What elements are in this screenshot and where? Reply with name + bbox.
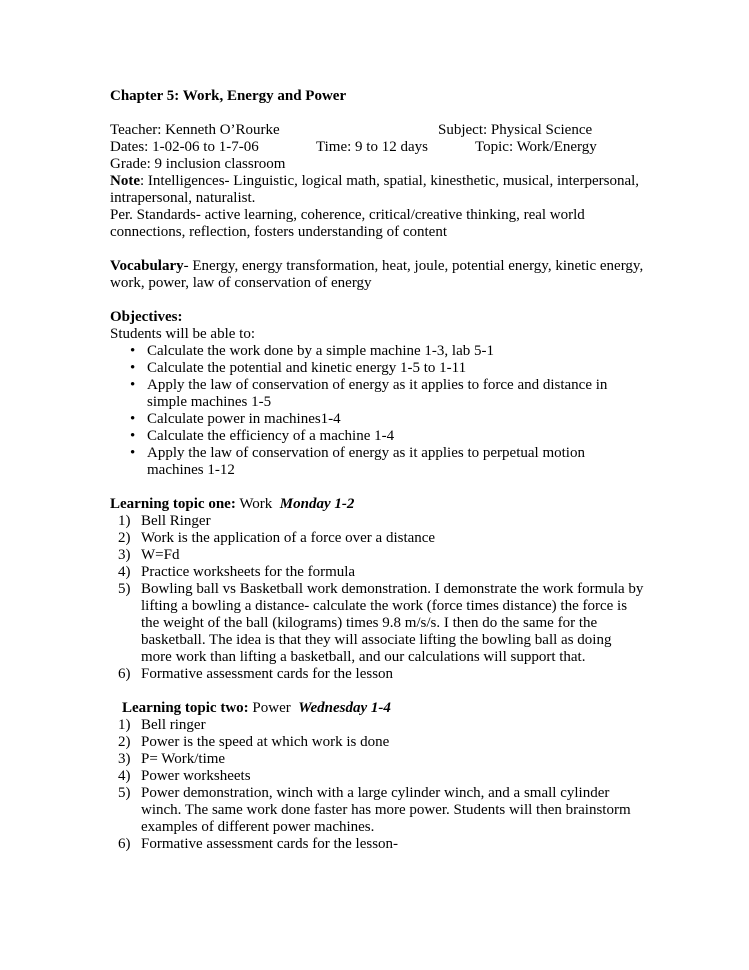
bullet-icon: • <box>130 411 136 427</box>
dates-line <box>110 139 670 156</box>
list-item-line <box>118 785 670 802</box>
list-item-line <box>110 513 670 530</box>
list-item-line <box>110 581 670 598</box>
list-item-line <box>122 802 670 819</box>
item-text: more work than lifting a basketball, and our calculations will support that. <box>141 649 586 665</box>
dates: Dates: 1-02-06 to 1-7-06 <box>110 139 259 155</box>
item-number: 3) <box>118 547 131 563</box>
item-text: the weight of the ball (kilograms) times 9.8 m/s/s. I then do the same for the <box>141 615 598 631</box>
note-line: Note: Intelligences- Linguistic, logical math, spatial, kinesthetic, musical, interpersonal, <box>110 173 640 189</box>
objective-text: simple machines 1-5 <box>147 394 272 410</box>
list-item-line <box>118 768 670 785</box>
objective-text: Apply the law of conservation of energy as it applies to perpetual motion <box>147 445 585 461</box>
bullet-icon: • <box>130 445 136 461</box>
item-text: W=Fd <box>141 547 180 563</box>
list-item-line <box>110 615 670 632</box>
topic-one-list <box>110 513 670 683</box>
time: Time: 9 to 12 days <box>316 139 428 155</box>
objective-text: Calculate the efficiency of a machine 1-4 <box>147 428 395 444</box>
topic-two-list <box>118 717 670 853</box>
objectives-intro: Students will be able to: <box>110 326 255 342</box>
bullet-icon: • <box>130 377 136 393</box>
item-text: Formative assessment cards for the lesson- <box>141 836 399 852</box>
objective-text: Calculate the potential and kinetic energy 1-5 to 1-11 <box>147 360 467 376</box>
teacher: Teacher: Kenneth O’Rourke <box>110 122 280 138</box>
bullet-icon: • <box>130 343 136 359</box>
item-number: 2) <box>118 530 131 546</box>
item-text: P= Work/time <box>141 751 226 767</box>
topic: Topic: Work/Energy <box>475 139 597 155</box>
objective-item-line <box>110 411 670 428</box>
bullet-icon: • <box>130 360 136 376</box>
objective-item-line <box>110 343 670 360</box>
item-text: Work is the application of a force over a distance <box>141 530 436 546</box>
item-text: basketball. The idea is that they will associate lifting the bowling ball as doing <box>141 632 612 648</box>
item-number: 5) <box>118 581 131 597</box>
list-item-line <box>110 598 670 615</box>
document-title: Chapter 5: Work, Energy and Power <box>110 88 347 104</box>
item-text: Power is the speed at which work is done <box>141 734 390 750</box>
bullet-icon: • <box>130 428 136 444</box>
objective-item-line <box>110 377 670 394</box>
objective-item-line <box>110 428 670 445</box>
item-number: 4) <box>118 768 131 784</box>
item-text: Formative assessment cards for the lesson <box>141 666 394 682</box>
list-item-line <box>110 632 670 649</box>
item-number: 6) <box>118 836 131 852</box>
topic-one-heading: Learning topic one: Work Monday 1-2 <box>110 496 355 512</box>
topic-two-heading: Learning topic two: Power Wednesday 1-4 <box>122 700 391 716</box>
list-item-line <box>118 734 670 751</box>
item-text: Power worksheets <box>141 768 251 784</box>
objective-item-line <box>110 445 670 462</box>
item-text: Bell Ringer <box>141 513 211 529</box>
list-item-line <box>110 666 670 683</box>
objective-text: Calculate the work done by a simple machine 1-3, lab 5-1 <box>147 343 494 359</box>
list-item-line <box>110 564 670 581</box>
item-text: Bell ringer <box>141 717 206 733</box>
list-item-line <box>118 836 670 853</box>
grade: Grade: 9 inclusion classroom <box>110 156 286 172</box>
item-text: Bowling ball vs Basketball work demonstration. I demonstrate the work formula by <box>141 581 644 597</box>
list-item-line <box>118 717 670 734</box>
document-page <box>110 88 670 853</box>
item-number: 6) <box>118 666 131 682</box>
objective-item-line <box>110 462 670 479</box>
item-number: 3) <box>118 751 131 767</box>
item-text: lifting a bowling a distance- calculate the work (force times distance) the force is <box>141 598 628 614</box>
item-text: winch. The same work done faster has more power. Students will then brainstorm <box>141 802 631 818</box>
list-item-line <box>122 819 670 836</box>
item-number: 1) <box>118 717 131 733</box>
objective-text: Apply the law of conservation of energy as it applies to force and distance in <box>147 377 608 393</box>
teacher-line <box>110 122 670 139</box>
item-number: 5) <box>118 785 131 801</box>
topic-two-section <box>118 700 670 853</box>
list-item-line <box>110 649 670 666</box>
objective-text: Calculate power in machines1-4 <box>147 411 341 427</box>
objective-text: machines 1-12 <box>147 462 235 478</box>
list-item-line <box>110 530 670 547</box>
objective-item-line <box>110 394 670 411</box>
item-text: Power demonstration, winch with a large cylinder winch, and a small cylinder <box>141 785 610 801</box>
note-line: intrapersonal, naturalist. <box>110 190 256 206</box>
item-text: examples of different power machines. <box>141 819 375 835</box>
objective-item-line <box>110 360 670 377</box>
item-number: 4) <box>118 564 131 580</box>
list-item-line <box>118 751 670 768</box>
vocabulary-line: Vocabulary- Energy, energy transformation, heat, joule, potential energy, kinetic energy, <box>110 258 644 274</box>
objectives-heading: Objectives: <box>110 309 183 325</box>
vocabulary-line: work, power, law of conservation of energy <box>110 275 372 291</box>
item-number: 2) <box>118 734 131 750</box>
item-number: 1) <box>118 513 131 529</box>
objectives-list <box>110 343 670 479</box>
standards-line: Per. Standards- active learning, coherence, critical/creative thinking, real world <box>110 207 585 223</box>
subject: Subject: Physical Science <box>438 122 593 138</box>
standards-line: connections, reflection, fosters understanding of content <box>110 224 447 240</box>
item-text: Practice worksheets for the formula <box>141 564 356 580</box>
list-item-line <box>110 547 670 564</box>
